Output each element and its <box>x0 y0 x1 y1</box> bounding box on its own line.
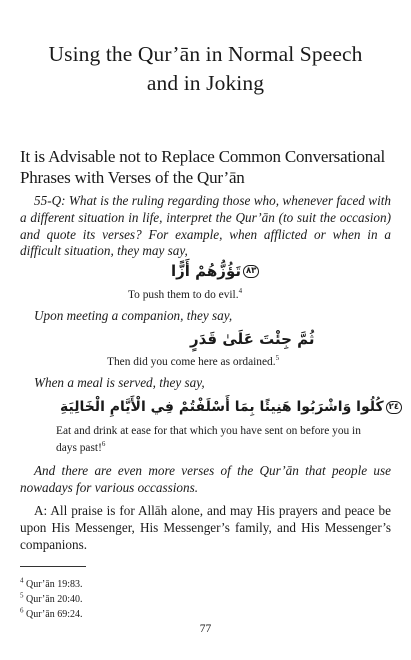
translation-2-text: Then did you come here as ordained. <box>107 356 276 368</box>
translation-3-text: Eat and drink at ease for that which you have sent on before you in days past! <box>56 425 361 454</box>
footnote-6 <box>20 608 82 622</box>
footnote-ref-4: 4 <box>238 287 243 296</box>
example-3-intro: When a meal is served, they say, <box>34 375 205 390</box>
arabic-verse-1 <box>171 262 261 280</box>
translation-3 <box>56 423 376 457</box>
answer-paragraph: A: All praise is for Allāh alone, and may His prayers and peace be upon His Messenger, His Messenger’s family, and His Messenger’s companions. <box>20 503 391 552</box>
example-2-intro: Upon meeting a companion, they say, <box>34 308 233 323</box>
footnote-number-6: 6 <box>20 606 24 615</box>
arabic-verse-3-text: كُلُوا وَاشْرَبُوا هَنِيئًا بِمَا أَسْلَفْتُمْ فِي الْأَيَّامِ الْخَالِيَةِ <box>60 399 384 415</box>
footnote-text-5: Qur’ān 20:40. <box>26 594 83 605</box>
translation-1-text: To push them to do evil. <box>128 289 239 301</box>
footnote-number-5: 5 <box>20 591 24 600</box>
footnote-ref-6: 6 <box>101 440 106 449</box>
footnote-text-4: Qur’ān 19:83. <box>26 579 83 590</box>
verse-number-1: ٨٣ <box>243 265 259 278</box>
closing-question: And there are even more verses of the Qur’ān that people use nowadays for various occassions. <box>20 463 391 495</box>
footnote-text-6: Qur’ān 69:24. <box>26 609 83 620</box>
arabic-verse-1-text: تَؤُزُّهُمْ أَزًّا <box>171 262 241 280</box>
chapter-title-line1: Using the Qur’ān in Normal Speech <box>48 42 363 66</box>
footnote-5 <box>20 593 82 607</box>
page-number: 77 <box>199 623 212 635</box>
translation-2 <box>107 354 279 370</box>
question-paragraph: 55-Q: What is the ruling regarding those who, whenever faced with a different situation in life, interpret the Qur’ān (to suit the occasion) and quote its verses? For example, when afflicted or when in a difficult situation, they may say, <box>20 193 391 259</box>
arabic-verse-3 <box>60 398 404 416</box>
footnote-4 <box>20 578 82 592</box>
footnote-number-4: 4 <box>20 576 24 585</box>
footnote-ref-5: 5 <box>275 354 280 363</box>
footnote-divider <box>20 566 86 567</box>
arabic-verse-2: ثُمَّ جِئْتَ عَلَىٰ قَدَرٍ <box>190 330 315 348</box>
verse-number-3: ٢٤ <box>386 401 402 414</box>
section-heading-line2: Phrases with Verses of the Qur’ān <box>20 168 245 187</box>
chapter-title-line2: and in Joking <box>146 71 265 95</box>
section-heading-line1: It is Advisable not to Replace Common Conversational <box>20 147 385 166</box>
translation-1 <box>128 287 242 303</box>
chapter-title <box>20 40 391 98</box>
section-heading <box>20 146 400 188</box>
